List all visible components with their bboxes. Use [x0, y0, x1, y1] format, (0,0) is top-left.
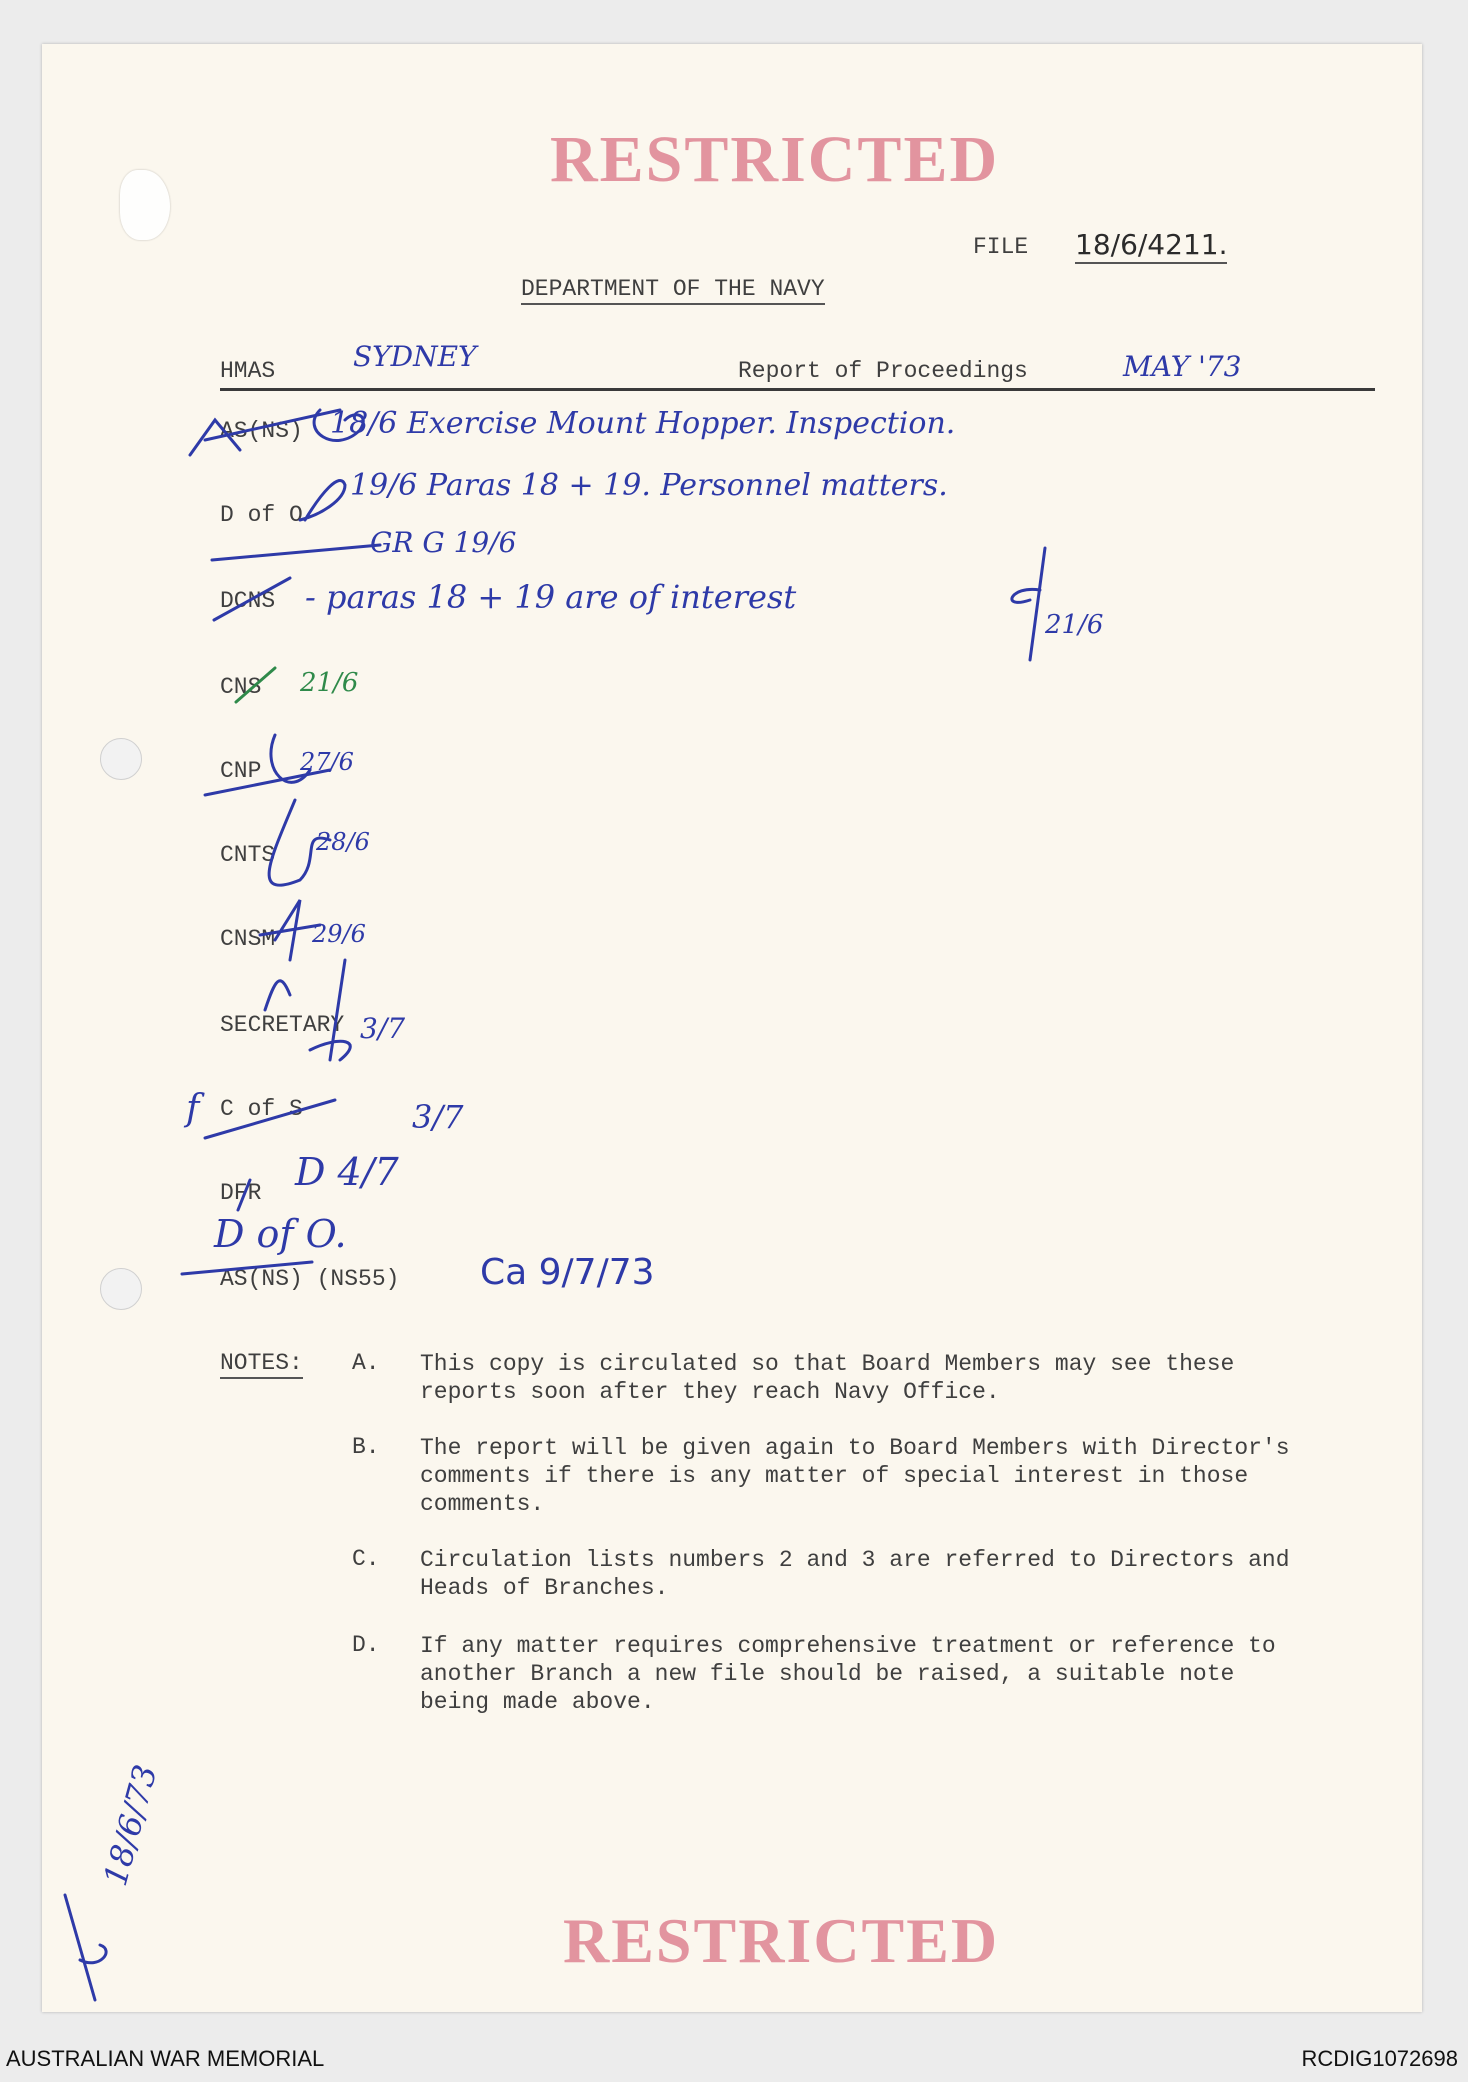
- routing-label-c-of-s: C of S: [220, 1096, 303, 1122]
- routing-note-c-of-s: 3/7: [412, 1098, 464, 1136]
- routing-note-dfr: D 4/7: [295, 1150, 399, 1194]
- routing-above-dcns: GR G 19/6: [370, 526, 517, 559]
- report-label: Report of Proceedings: [738, 358, 1028, 384]
- restricted-stamp-top: RESTRICTED: [550, 123, 1000, 196]
- note-text-b: The report will be given again to Board Members with Director's comments if there is any matter of special interest in those comments.: [420, 1435, 1290, 1517]
- hmas-label: HMAS: [220, 358, 276, 384]
- punch-hole-upper: [100, 738, 142, 780]
- routing-note-dcns-date: 21/6: [1045, 610, 1104, 640]
- routing-label-d-of-o: D of O: [220, 502, 303, 528]
- routing-note-secretary: 3/7: [360, 1012, 406, 1045]
- footer-archive-name: AUSTRALIAN WAR MEMORIAL: [6, 2046, 325, 2071]
- footer-item-id: RCDIG1072698: [1301, 2046, 1458, 2071]
- routing-above-as-ns-final: D of O.: [214, 1212, 347, 1256]
- routing-note-d-of-o: 19/6 Paras 18 + 19. Personnel matters.: [350, 468, 948, 503]
- file-number: 18/6/4211.: [1075, 228, 1227, 264]
- routing-label-cnp: CNP: [220, 758, 262, 784]
- routing-note-as-ns-final: Ca 9/7/73: [480, 1252, 655, 1293]
- file-label: FILE: [973, 234, 1029, 260]
- header-rule: [220, 388, 1375, 391]
- routing-note-as-ns: 18/6 Exercise Mount Hopper. Inspection.: [330, 406, 956, 441]
- routing-label-as-ns: AS(NS): [220, 418, 303, 444]
- ship-name: SYDNEY: [353, 340, 477, 373]
- punch-hole-lower: [100, 1268, 142, 1310]
- routing-label-as-ns-final: AS(NS) (NS55): [220, 1266, 400, 1292]
- routing-label-secretary: SECRETARY: [220, 1012, 345, 1038]
- routing-note-cns: 21/6: [300, 668, 359, 698]
- routing-note-cnsm: 29/6: [312, 920, 366, 948]
- note-letter-d: D.: [352, 1632, 380, 1658]
- note-text-a: This copy is circulated so that Board Members may see these reports soon after they reach Navy Office.: [420, 1351, 1235, 1405]
- routing-label-dfr: DFR: [220, 1180, 262, 1206]
- note-text-c: Circulation lists numbers 2 and 3 are referred to Directors and Heads of Branches.: [420, 1547, 1290, 1601]
- routing-label-dcns: DCNS: [220, 588, 276, 614]
- restricted-stamp-bottom: RESTRICTED: [563, 1905, 1000, 1976]
- routing-label-cns: CNS: [220, 674, 262, 700]
- department-title: DEPARTMENT OF THE NAVY: [521, 276, 825, 305]
- routing-note-dcns: - paras 18 + 19 are of interest: [305, 578, 797, 616]
- paper-tear: [120, 170, 170, 240]
- routing-prefix-c-of-s: f: [186, 1088, 200, 1129]
- margin-note: 18/6/73: [96, 1760, 165, 1890]
- note-letter-a: A.: [352, 1350, 380, 1376]
- note-text-d: If any matter requires comprehensive treatment or reference to another Branch a new file should be raised, a suitable note being made above.: [420, 1633, 1276, 1715]
- note-letter-b: B.: [352, 1434, 380, 1460]
- note-letter-c: C.: [352, 1546, 380, 1572]
- report-period: MAY '73: [1123, 350, 1242, 383]
- routing-label-cnts: CNTS: [220, 842, 276, 868]
- notes-heading: NOTES:: [220, 1350, 303, 1379]
- routing-note-cnts: 28/6: [316, 828, 370, 856]
- routing-note-cnp: 27/6: [300, 748, 354, 776]
- routing-label-cnsm: CNSM: [220, 926, 276, 952]
